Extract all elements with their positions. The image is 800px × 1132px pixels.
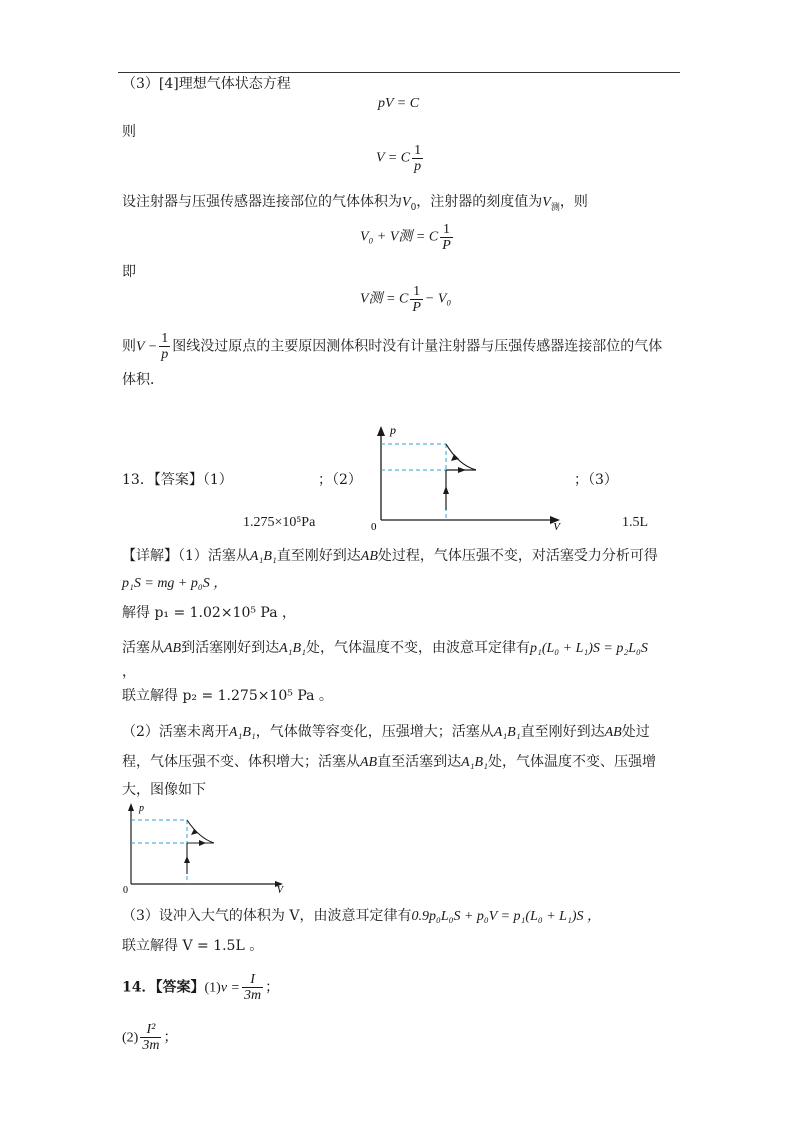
- q14-a2-denominator: 3m: [142, 1038, 160, 1053]
- detail-line1: [122, 546, 658, 567]
- boyle-post: 处，气体温度不变，由波意耳定律有: [305, 640, 530, 656]
- part2-line2-post: 处，气体温度不变、压强增: [487, 754, 656, 770]
- q14-a1-post: ；: [265, 979, 280, 996]
- boyle-pre: 活塞从: [122, 640, 164, 656]
- part2-line1-mid2: 直至刚好到达: [520, 724, 605, 740]
- q13-label: 13．【答案】（1）: [122, 472, 233, 488]
- equation-force: p₁S = mg + p₀S ，: [122, 576, 228, 591]
- graph2-curve-arrow-icon: [191, 829, 198, 835]
- q14-line1: [122, 972, 279, 1003]
- part3-line: [122, 906, 601, 927]
- header-rule: [118, 72, 680, 73]
- graph2-right-arrow-icon: [199, 840, 206, 846]
- part2-line3: 大，图像如下: [122, 782, 206, 798]
- right-arrow-icon: [458, 467, 466, 473]
- part3-equation: 0.9p₀L₀S + p₀V = p₁(L₀ + L₁)S ，: [411, 909, 601, 924]
- graph2-isothermal: [187, 820, 214, 843]
- graph2-p-arrow-icon: [128, 803, 134, 811]
- p-axis-arrow-icon: [377, 426, 385, 436]
- syringe-vm: V: [542, 195, 551, 210]
- graph1-v-label: V: [553, 521, 560, 530]
- part2-line1: [122, 722, 650, 743]
- eq4-denominator: P: [412, 300, 421, 315]
- equation-pv-c: pV = C: [378, 96, 420, 111]
- reason-pre: 则: [122, 338, 136, 355]
- graph2-origin: 0: [123, 885, 128, 894]
- eq3-numerator: 1: [440, 222, 453, 238]
- eq3-lhs: V₀ + V测 = C: [360, 229, 439, 245]
- boyle-ab: AB: [164, 641, 182, 656]
- q14-a2-pre: (2): [122, 1030, 139, 1046]
- q13-answer-1: 1.275×10⁵Pa: [243, 515, 316, 530]
- reason-denominator: p: [161, 347, 169, 362]
- syringe-pre: 设注射器与压强传感器连接部位的气体体积为: [122, 194, 402, 210]
- graph1-p-label: p: [390, 424, 396, 437]
- graph2-p-label: p: [139, 803, 144, 814]
- q14-a1-pre: (1): [204, 980, 221, 996]
- graph2-v-label: V: [276, 885, 283, 894]
- detail-lead3: 处过程，气体压强不变，对活塞受力分析可得: [377, 548, 658, 564]
- solve-p1: 解得 p₁ = 1.02×10⁵ Pa ，: [122, 605, 297, 621]
- part2-a1b1-b: A₁B₁: [493, 725, 521, 740]
- graph2-up-arrow-icon: [184, 856, 190, 863]
- reason-v: V −: [136, 339, 158, 355]
- q14-a1-lhs: v =: [220, 980, 240, 996]
- boyle-comma: ，: [122, 664, 136, 680]
- eq4-lhs: V测 = C: [360, 291, 409, 307]
- part2-line2-mid: 直至活塞到达: [377, 754, 462, 770]
- part2-ab: AB: [604, 725, 622, 740]
- part3-pre: （3）设冲入大气的体积为 V，由波意耳定律有: [122, 908, 412, 924]
- q14-label: 14．【答案】: [122, 979, 205, 996]
- q13-sep2: ；（3）: [574, 472, 618, 488]
- detail-lead: 【详解】（1）活塞从: [122, 548, 250, 564]
- detail-lead2: 直至刚好到达: [276, 548, 361, 564]
- syringe-vm-sub: 测: [550, 202, 560, 213]
- detail-ab: AB: [360, 549, 378, 564]
- q13-pv-graph: [366, 424, 566, 530]
- eq4-numerator: 1: [410, 284, 423, 300]
- graph1-origin: 0: [371, 521, 377, 530]
- syringe-v0-sub: 0: [410, 202, 417, 213]
- part2-line1-post: 处过: [621, 724, 650, 740]
- part2-line1-pre: （2）活塞未离开: [122, 724, 229, 740]
- boyle-equation: p₁(L₀ + L₁)S = p₂L₀S: [529, 641, 648, 656]
- eq2-denominator: p: [414, 159, 422, 174]
- syringe-post: ，则: [559, 194, 588, 210]
- equation-vm: [360, 284, 451, 315]
- reason-line: [122, 331, 662, 362]
- part2-line2-a1b1: A₁B₁: [461, 755, 488, 770]
- q14-a2-post: ；: [163, 1029, 178, 1046]
- q14-a1-numerator: I: [242, 972, 263, 988]
- word-then: 则: [122, 124, 136, 140]
- part2-line2-pre: 程，气体压强不变、体积增大；活塞从: [122, 754, 360, 770]
- q13-sep1: ；（2）: [318, 472, 362, 488]
- detail-a1b1: A₁B₁: [249, 549, 277, 564]
- equation-v0-vm: [360, 222, 455, 253]
- equation-v-c-over-p: [376, 143, 425, 174]
- q13-answer-3: 1.5L: [622, 515, 649, 530]
- word-ie: 即: [122, 264, 136, 280]
- eq2-numerator: 1: [414, 143, 422, 158]
- reason-post: 图线没过原点的主要原因测体积时没有计量注射器与压强传感器连接部位的气体: [172, 338, 663, 355]
- q14-line2: [122, 1022, 177, 1053]
- reason-numerator: 1: [161, 331, 169, 346]
- boyle-a1b1: A₁B₁: [279, 641, 306, 656]
- eq3-denominator: P: [442, 238, 451, 253]
- syringe-sentence: [122, 192, 588, 218]
- reason-cont: 体积．: [122, 372, 164, 388]
- part2-line1-mid: ，气体做等容变化，压强增大；活塞从: [255, 724, 494, 740]
- part2-line2: [122, 752, 656, 773]
- syringe-mid: ，注射器的刻度值为: [416, 194, 543, 210]
- eq2-lhs: V = C: [376, 150, 411, 166]
- isothermal-curve: [446, 444, 476, 470]
- q14-a2-numerator: I²: [140, 1022, 161, 1038]
- eq4-rhs: − V₀: [424, 291, 452, 307]
- part3-heading: （3）[4]理想气体状态方程: [122, 76, 291, 92]
- solve-v: 联立解得 V = 1.5L 。: [122, 938, 264, 954]
- boyle-line: [122, 638, 648, 659]
- q14-a1-denominator: 3m: [243, 988, 262, 1003]
- solve-p2: 联立解得 p₂ = 1.275×10⁵ Pa 。: [122, 688, 333, 704]
- part2-a1b1-a: A₁B₁: [228, 725, 256, 740]
- syringe-v0: V: [402, 195, 411, 210]
- part2-line2-ab: AB: [360, 755, 378, 770]
- boyle-mid: 到活塞刚好到达: [181, 640, 280, 656]
- up-arrow-icon: [443, 486, 449, 494]
- detail-pv-graph: [120, 800, 290, 894]
